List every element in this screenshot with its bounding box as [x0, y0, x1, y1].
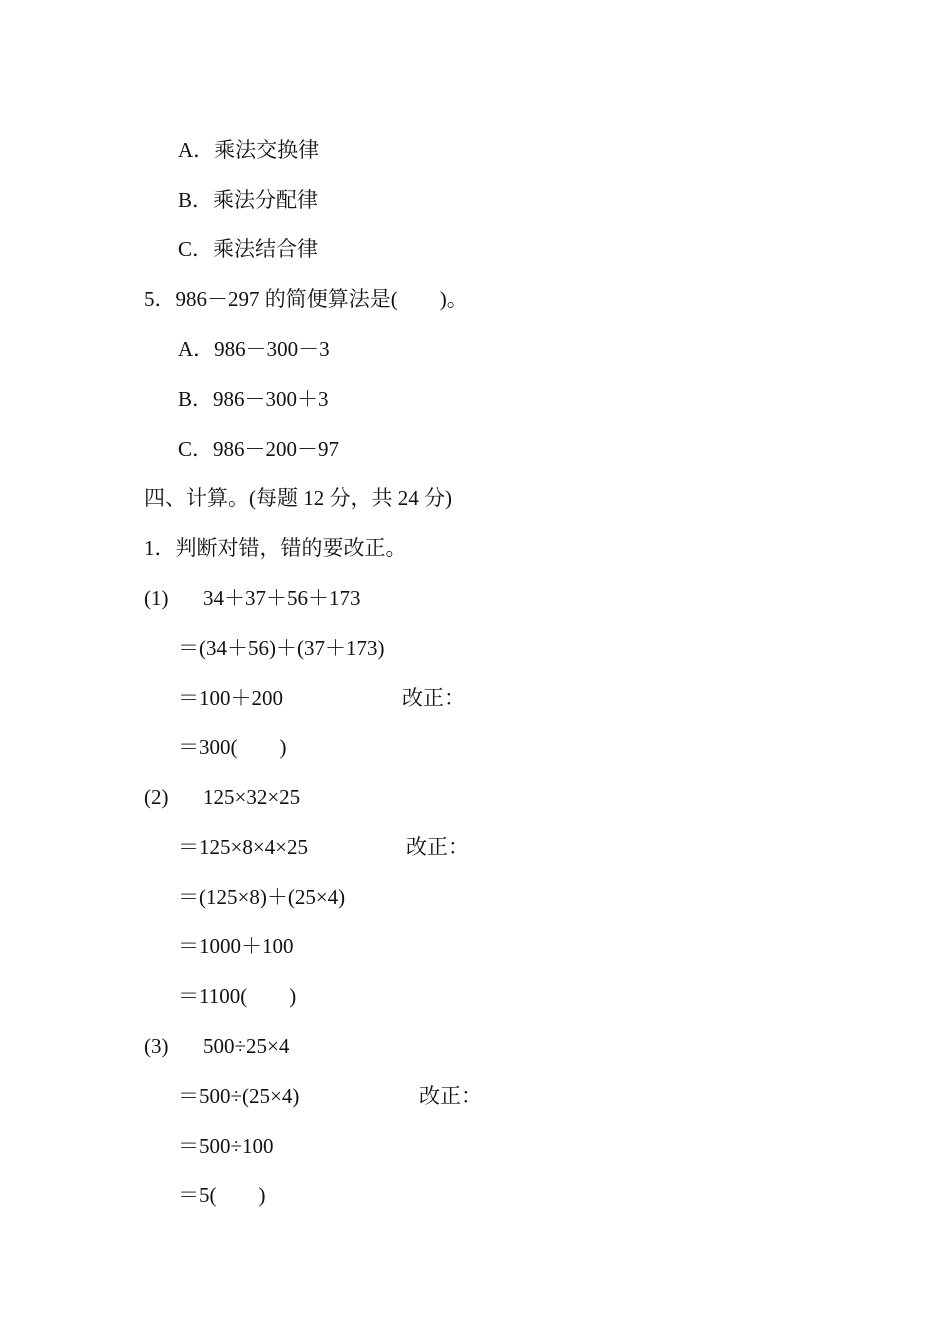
- problem-3-step: ＝500÷100: [178, 1134, 274, 1158]
- problem-1-step: ＝100＋200: [178, 686, 283, 710]
- problem-2-correction-label: 改正：: [406, 835, 469, 859]
- q4-option-b: B．乘法分配律: [178, 188, 319, 212]
- problem-2-step: ＝(125×8)＋(25×4): [178, 885, 346, 909]
- problem-2-step: ＝125×8×4×25: [178, 835, 309, 859]
- problem-3-expression: 500÷25×4: [203, 1034, 290, 1058]
- q5-question: 5．986－297 的简便算法是( )。: [144, 287, 468, 311]
- problem-3-number: (3): [144, 1034, 169, 1058]
- q5-option-c: C．986－200－97: [178, 437, 340, 461]
- problem-1-step: ＝300( ): [178, 735, 287, 759]
- problem-3-step: ＝5( ): [178, 1183, 266, 1207]
- q5-option-b: B．986－300＋3: [178, 387, 329, 411]
- q4-option-a: A．乘法交换律: [178, 138, 320, 162]
- problem-2-step: ＝1100( ): [178, 984, 297, 1008]
- problem-1-correction-label: 改正：: [402, 686, 465, 710]
- problem-2-expression: 125×32×25: [203, 785, 301, 809]
- problem-3-correction-label: 改正：: [419, 1084, 482, 1108]
- problem-2-number: (2): [144, 785, 169, 809]
- section-heading: 四、计算。(每题 12 分，共 24 分): [144, 486, 452, 510]
- problem-2-step: ＝1000＋100: [178, 934, 294, 958]
- q4-option-c: C．乘法结合律: [178, 237, 319, 261]
- problem-3-step: ＝500÷(25×4): [178, 1084, 300, 1108]
- q5-option-a: A．986－300－3: [178, 337, 330, 361]
- section-instruction: 1．判断对错，错的要改正。: [144, 536, 407, 560]
- problem-1-expression: 34＋37＋56＋173: [203, 586, 361, 610]
- problem-1-step: ＝(34＋56)＋(37＋173): [178, 636, 385, 660]
- problem-1-number: (1): [144, 586, 169, 610]
